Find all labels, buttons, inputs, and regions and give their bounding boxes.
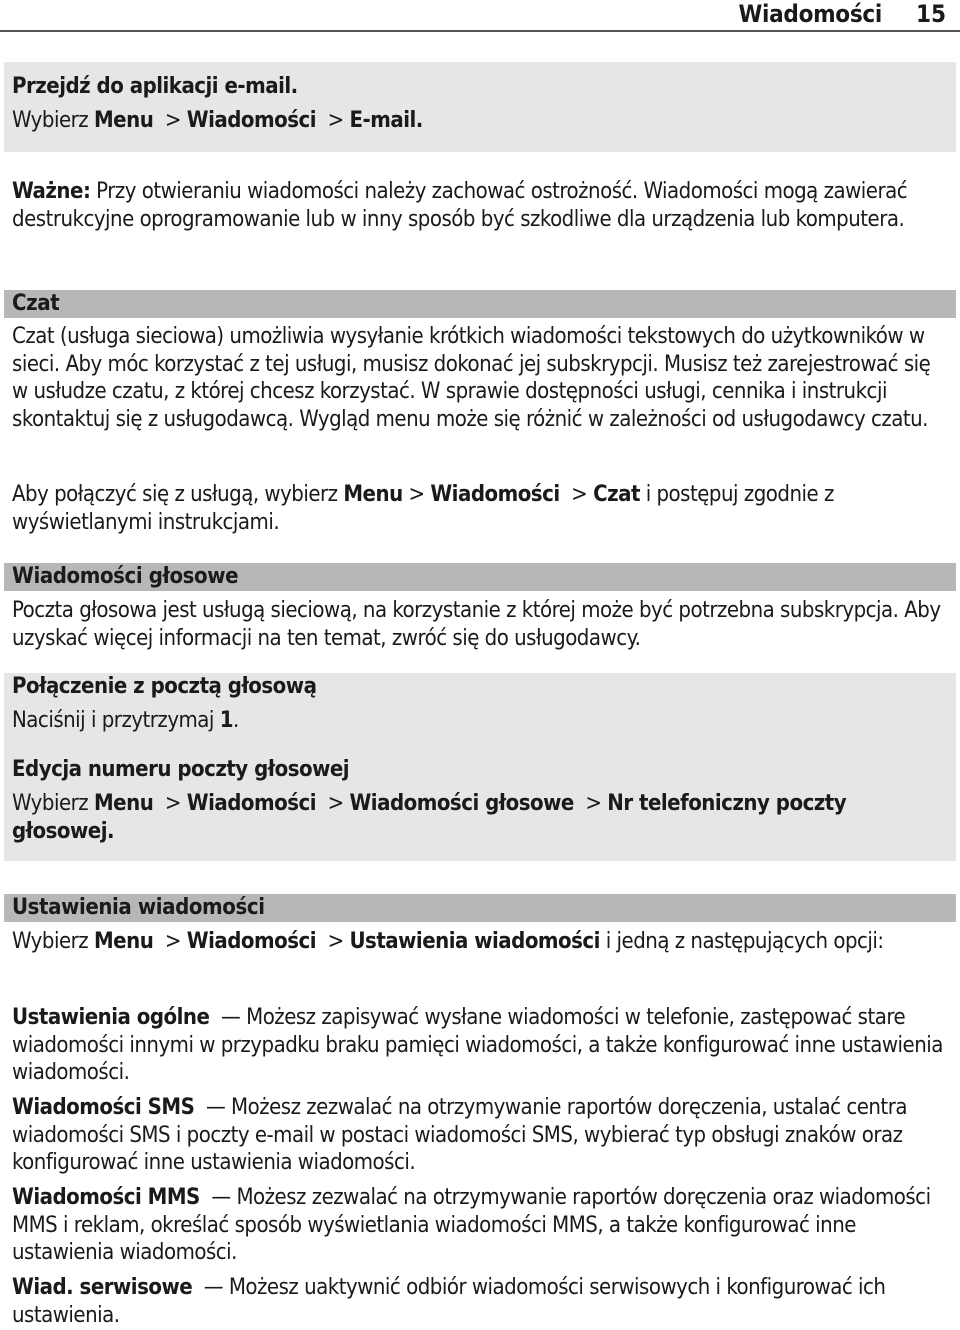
chat-connect-suffix: i postępuj zgodnie z wyświetlanymi instrukcjami. (12, 482, 834, 535)
select-word: Wybierz (12, 929, 89, 954)
chat-section-bar (4, 290, 956, 318)
email-heading: Przejdź do aplikacji e-mail. (12, 74, 298, 99)
voicemail-section-title: Wiadomości głosowe (12, 564, 239, 589)
messages-link: Wiadomości (430, 482, 560, 507)
select-word: Wybierz (12, 108, 89, 133)
voicemail-connect-text (12, 707, 946, 735)
settings-path-suffix: i jedną z następujących opcji: (599, 929, 884, 954)
voicemail-key: 1 (219, 708, 233, 733)
menu-link: Menu (343, 482, 403, 507)
option-text: — Możesz zezwalać na otrzymywanie raportów doręczenia, ustalać centra wiadomości SMS i poczty e-mail w postaci wiadomości SMS, wybierać typ obsługi znaków oraz konfigurować inne ustawienia wiadomości. (12, 1095, 907, 1175)
select-word: Wybierz (12, 791, 89, 816)
messages-link: Wiadomości (186, 929, 317, 954)
chat-connect: Aby połączyć się z usługą, wybierz Menu > Wiadomości > Czat i postępuj zgodnie z wyświetlanymi instrukcjami. (12, 482, 834, 535)
email-path: Wybierz Menu > Wiadomości > E-mail. (12, 108, 423, 133)
option-service (12, 1274, 946, 1329)
chat-section-title: Czat (12, 291, 60, 316)
option-name: Wiadomości MMS (12, 1185, 200, 1210)
chat-connect-prefix: Aby połączyć się z usługą, wybierz (12, 482, 344, 507)
voice-messages-link: Wiadomości głosowe (349, 791, 574, 816)
voicemail-connect-heading: Połączenie z pocztą głosową (12, 674, 317, 699)
settings-section-title: Ustawienia wiadomości (12, 895, 265, 920)
messages-link: Wiadomości (186, 108, 317, 133)
menu-link: Menu (93, 929, 154, 954)
voicemail-number-link: Nr telefoniczny poczty głosowej. (12, 791, 847, 844)
option-general (12, 1004, 946, 1087)
option-name: Wiadomości SMS (12, 1095, 195, 1120)
page-number: 15 (915, 0, 946, 28)
voicemail-description: Poczta głosowa jest usługą sieciową, na korzystanie z której może być potrzebna subskrypcja. Aby uzyskać więcej informacji na ten temat, zwróć się do usługodawcy. (12, 598, 941, 651)
option-name: Ustawienia ogólne (12, 1005, 210, 1030)
settings-path: Wybierz Menu > Wiadomości > Ustawienia wiadomości i jedną z następujących opcji: (12, 929, 884, 954)
voicemail-edit-path: Wybierz Menu > Wiadomości > Wiadomości głosowe > Nr telefoniczny poczty głosowej. (12, 791, 847, 844)
option-text: — Możesz zezwalać na otrzymywanie raportów doręczenia oraz wiadomości MMS i reklam, określać sposób wyświetlania wiadomości MMS, a także konfigurować inne ustawienia wiadomości. (12, 1185, 931, 1265)
warning-text: Przy otwieraniu wiadomości należy zachować ostrożność. Wiadomości mogą zawierać destrukcyjne oprogramowanie lub w inny sposób być szkodliwe dla urządzenia lub komputera. (12, 179, 908, 232)
voicemail-connect-end: . (233, 708, 239, 733)
menu-link: Menu (93, 791, 154, 816)
option-mms (12, 1184, 946, 1267)
option-text: — Możesz uaktywnić odbiór wiadomości serwisowych i konfigurować ich ustawienia. (12, 1275, 886, 1328)
menu-link: Menu (93, 108, 154, 133)
warning-label: Ważne: (12, 179, 91, 204)
voicemail-edit-heading: Edycja numeru poczty głosowej (12, 757, 350, 782)
voicemail-connect-instruction: Naciśnij i przytrzymaj (12, 708, 220, 733)
chat-link: Czat (593, 482, 640, 507)
option-sms (12, 1094, 946, 1177)
warning-paragraph (12, 178, 946, 233)
chapter-title: Wiadomości (738, 0, 882, 28)
chat-description: Czat (usługa sieciowa) umożliwia wysyłanie krótkich wiadomości tekstowych do użytkowników w sieci. Aby móc korzystać z tej usługi, musisz dokonać jej subskrypcji. Musisz też zarejestrować się w usłudze czatu, z której chcesz korzystać. W sprawie dostępności usługi, cennika i instrukcji skontaktuj się z usługodawcą. Wygląd menu może się różnić w zależności od usługodawcy czatu. (12, 324, 931, 432)
email-link: E-mail. (349, 108, 423, 133)
option-name: Wiad. serwisowe (12, 1275, 193, 1300)
running-header (0, 0, 960, 32)
messages-link: Wiadomości (186, 791, 317, 816)
option-text: — Możesz zapisywać wysłane wiadomości w telefonie, zastępować stare wiadomości innymi w przypadku braku pamięci wiadomości, a także konfigurować inne ustawienia wiadomości. (12, 1005, 943, 1085)
settings-link: Ustawienia wiadomości (349, 929, 600, 954)
